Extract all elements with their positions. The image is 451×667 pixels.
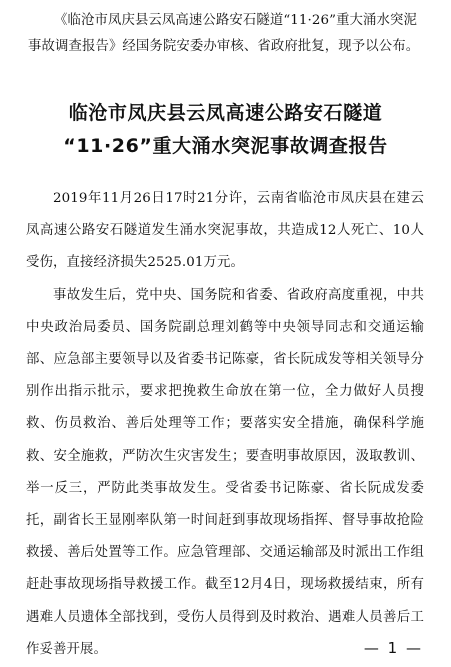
report-title-line-1: 临沧市凤庆县云凤高速公路安石隧道 [68,102,383,124]
report-title-line-2: “11·26”重大涌水突泥事故调查报告 [63,135,388,157]
body-paragraph-1: 2019年11月26日17时21分许，云南省临沧市凤庆县在建云凤高速公路安石隧道发生涌水突泥事故，共造成12人死亡、10人受伤，直接经济损失2525.01万元。 [26,191,424,271]
page-number: — 1 — [363,639,423,657]
intro-text: 《临沧市凤庆县云凤高速公路安石隧道“11·26”重大涌水突泥事故调查报告》经国务院安委办审核、省政府批复，现予以公布。 [28,13,420,54]
report-body [26,183,424,666]
body-paragraph-2: 事故发生后，党中央、国务院和省委、省政府高度重视，中共中央政治局委员、国务院副总理刘鹤等中央领导同志和交通运输部、应急部主要领导以及省委书记陈豪，省长阮成发等相关领导分别作出指示批示，要求把挽救生命放在第一位，全力做好人员搜救、伤员救治、善后处理等工作；要落实安全措施，确保科学施救、安全施救，严防次生灾害发生；要查明事故原因，汲取教训、举一反三，严防此类事故发生。受省委书记陈豪、省长阮成发委托，副省长王显刚率队第一时间赶到事故现场指挥、督导事故抢险救援、善后处置等工作。应急管理部、交通运输部及时派出工作组赶赴事故现场指导救援工作。截至12月4日，现场救援结束，所有遇难人员遗体全部找到，受伤人员得到及时救治、遇难人员善后工作妥善开展。 [26,287,424,657]
intro-paragraph [28,8,426,60]
report-title [0,97,451,163]
